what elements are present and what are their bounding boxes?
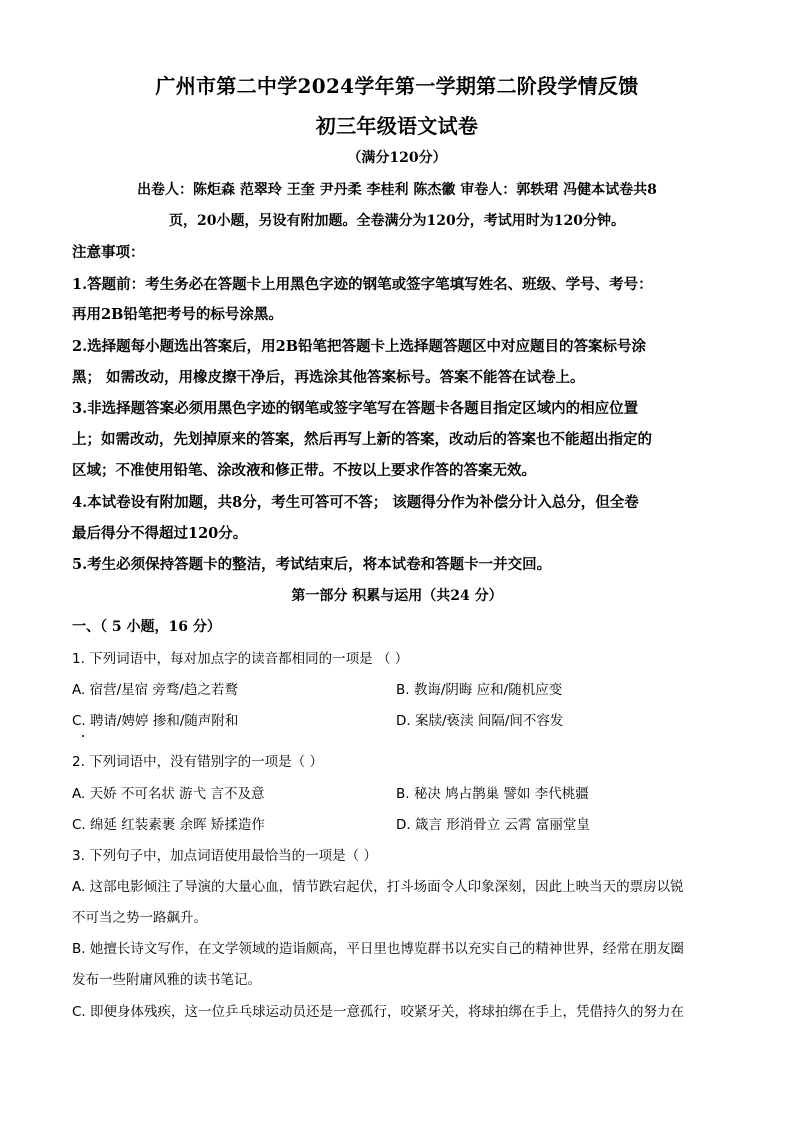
emphasis-dot	[82, 735, 84, 737]
note-4-line-2: 最后得分不得超过120分。	[72, 525, 248, 542]
note-1-line-1: 1.答题前：考生务必在答题卡上用黑色字迹的钢笔或签字笔填写姓名、班级、学号、考号：	[72, 276, 653, 293]
question-3-option-b-line-1: B. 她擅长诗文写作，在文学领域的造诣颇高，平日里也博览群书以充实自己的精神世界，经常在朋友圈	[72, 941, 684, 957]
question-1-option-a: A. 宿营/星宿 旁骛/趋之若鹜	[72, 682, 238, 698]
question-1-option-b: B. 教诲/阴晦 应和/随机应变	[396, 682, 563, 698]
exam-subtitle: 初三年级语文试卷	[315, 114, 479, 138]
question-2-option-d: D. 箴言 形消骨立 云霄 富丽堂皇	[396, 817, 590, 833]
question-3-option-c-line-1: C. 即便身体残疾，这一位乒乓球运动员还是一意孤行，咬紧牙关，将球拍绑在手上，凭借持久的努力在	[72, 1004, 685, 1020]
question-1-option-d: D. 案牍/亵渎 间隔/间不容发	[396, 713, 564, 729]
question-3-option-a-line-1: A. 这部电影倾注了导演的大量心血，情节跌宕起伏，打斗场面令人印象深刻，因此上映当天的票房以锐	[72, 879, 684, 895]
question-2-option-c: C. 绵延 红装素裹 余晖 矫揉造作	[72, 817, 265, 833]
authors-line-2: 页，20小题，另设有附加题。全卷满分为120分，考试用时为120分钟。	[169, 213, 625, 229]
question-2-option-b: B. 秘决 鸠占鹊巢 譬如 李代桃疆	[396, 786, 589, 802]
note-3-line-3: 区域；不准使用铅笔、涂改液和修正带。不按以上要求作答的答案无效。	[72, 462, 536, 479]
note-4-line-1: 4.本试卷设有附加题，共8分，考生可答可不答； 该题得分作为补偿分计入总分，但全卷	[72, 494, 639, 511]
note-1-line-2: 再用2B铅笔把考号的标号涂黑。	[72, 306, 283, 323]
note-2-line-2: 黑； 如需改动，用橡皮擦干净后，再选涂其他答案标号。答案不能答在试卷上。	[72, 369, 585, 386]
question-3-option-a-line-2: 不可当之势一路飙升。	[72, 910, 207, 926]
question-1-stem: 1. 下列词语中，每对加点字的读音都相同的一项是 （ ）	[72, 651, 409, 667]
note-3-line-1: 3.非选择题答案必须用黑色字迹的钢笔或签字笔写在答题卡各题目指定区域内的相应位置	[72, 400, 639, 417]
note-5-line-1: 5.考生必须保持答题卡的整洁，考试结束后，将本试卷和答题卡一并交回。	[72, 556, 552, 573]
question-2-option-a: A. 天娇 不可名状 游弋 言不及意	[72, 786, 265, 802]
part-1-heading: 第一部分 积累与运用（共24 分）	[291, 588, 503, 604]
notes-heading: 注意事项：	[72, 244, 145, 261]
question-3-option-b-line-2: 发布一些附庸风雅的读书笔记。	[72, 972, 261, 988]
question-1-option-c: C. 聘请/娉婷 掺和/随声附和	[72, 713, 239, 729]
note-2-line-1: 2.选择题每小题选出答案后，用2B铅笔把答题卡上选择题答题区中对应题目的答案标号涂	[72, 338, 646, 355]
full-score: （满分120分）	[347, 150, 447, 166]
exam-title: 广州市第二中学2024学年第一学期第二阶段学情反馈	[155, 74, 639, 98]
section-1-heading: 一、（ 5 小题，16 分）	[72, 619, 221, 635]
authors-line-1: 出卷人：陈炬森 范翠玲 王奎 尹丹柔 李桂利 陈杰徽 审卷人：郭轶珺 冯健本试卷共8	[137, 182, 657, 198]
question-3-stem: 3. 下列句子中，加点词语使用最恰当的一项是（ ）	[72, 848, 377, 864]
question-2-stem: 2. 下列词语中，没有错别字的一项是（ ）	[72, 754, 323, 770]
note-3-line-2: 上；如需改动，先划掉原来的答案，然后再写上新的答案，改动后的答案也不能超出指定的	[72, 431, 652, 448]
